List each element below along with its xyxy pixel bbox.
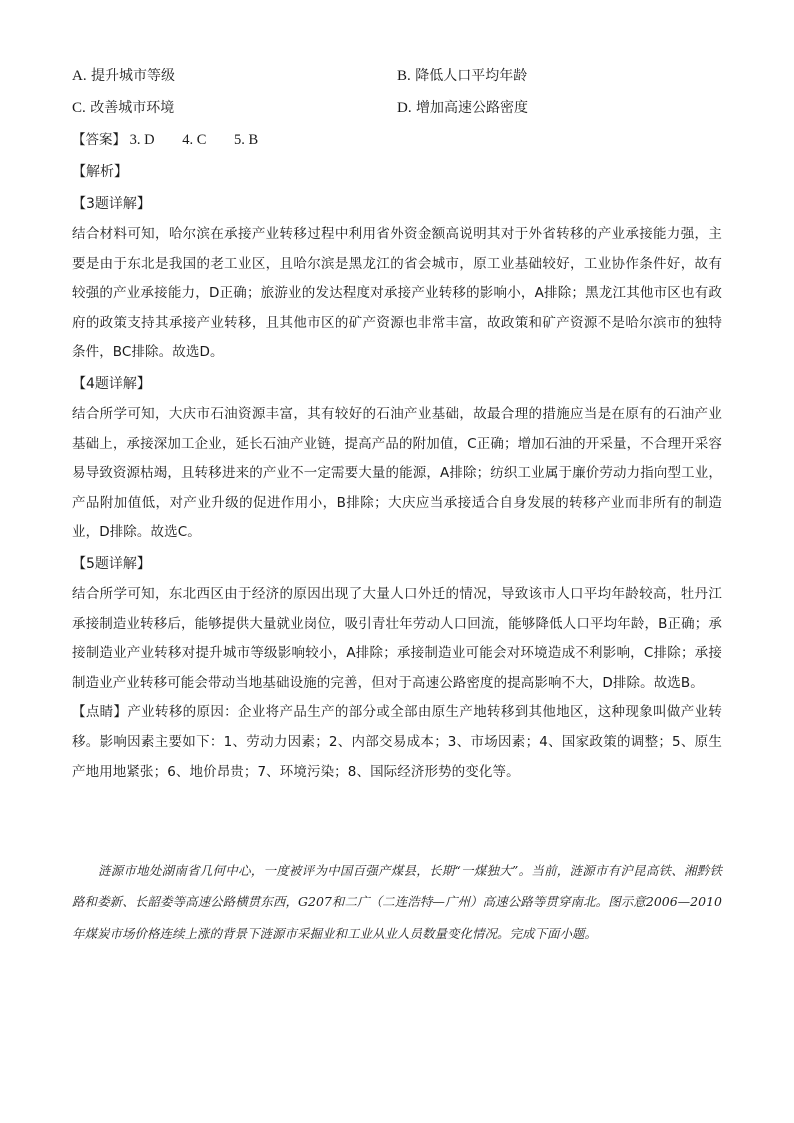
answer-options bbox=[72, 60, 722, 124]
option-a bbox=[72, 60, 175, 92]
q3-title: 【3题详解】 bbox=[72, 196, 151, 212]
option-d-text: 增加高速公路密度 bbox=[416, 100, 529, 116]
answer-line bbox=[72, 124, 722, 156]
option-b-text: 降低人口平均年龄 bbox=[415, 68, 528, 84]
note-text: 产业转移的原因：企业将产品生产的部分或全部由原生产地转移到其他地区，这种现象叫做产业转移。影响因素主要如下：1、劳动力因素；2、内部交易成本；3、市场因素；4、国家政策的调整；5、原生产地用地紧张；6、地价昂贵；7、环境污染；8、国际经济形势的变化等。 bbox=[72, 704, 722, 780]
note-label: 【点睛】 bbox=[72, 704, 128, 721]
option-a-text: 提升城市等级 bbox=[91, 68, 176, 84]
material-paragraph: 涟源市地处湖南省几何中心，一度被评为中国百强产煤县，长期“一煤独大”。当前，涟源市有沪昆高铁、湘黔铁路和娄新、长韶娄等高速公路横贯东西，G207和二广（二连浩特—广州）高速公路等贯穿南北。图示意2006—2010年煤炭市场价格连续上涨的背景下涟源市采掘业和工业从业人员数量变化情况。完成下面小题。 bbox=[72, 862, 722, 941]
option-d bbox=[397, 92, 528, 124]
option-b bbox=[397, 60, 527, 92]
q4-title: 【4题详解】 bbox=[72, 375, 151, 392]
q3-explanation: 结合材料可知，哈尔滨在承接产业转移过程中利用省外资金额高说明其对于外省转移的产业承接能力强，主要是由于东北是我国的老工业区，且哈尔滨是黑龙江的省会城市，原工业基础较好，工业协作条件好，故有较强的产业承接能力，D正确；旅游业的发达程度对承接产业转移的影响小，A排除；黑龙江其他市区也有政府的政策支持其承接产业转移，且其他市区的矿产资源也非常丰富，故政策和矿产资源不是哈尔滨市的独特条件，BC排除。故选D。 bbox=[72, 226, 722, 361]
option-b-letter: B. bbox=[397, 68, 411, 84]
note-paragraph bbox=[72, 698, 722, 787]
option-d-letter: D. bbox=[397, 100, 412, 116]
answer-label: 【答案】 bbox=[72, 132, 126, 148]
q4-explanation: 结合所学可知，大庆市石油资源丰富，其有较好的石油产业基础，故最合理的措施应当是在原有的石油产业基础上，承接深加工企业，延长石油产业链，提高产品的附加值，C正确；增加石油的开采量，不合理开采容易导致资源枯竭，且转移进来的产业不一定需要大量的能源，A排除；纺织工业属于廉价劳动力指向型工业，产品附加值低，对产业升级的促进作用小，B排除；大庆应当承接适合自身发展的转移产业而非所有的制造业，D排除。故选C。 bbox=[72, 405, 722, 541]
option-a-letter: A. bbox=[72, 68, 87, 84]
q5-explanation: 结合所学可知，东北西区由于经济的原因出现了大量人口外迁的情况，导致该市人口平均年龄较高，牡丹江承接制造业转移后，能够提供大量就业岗位，吸引青壮年劳动人口回流，能够降低人口平均年龄，B正确；承接制造业产业转移对提升城市等级影响较小，A排除；承接制造业可能会对环境造成不利影响，C排除；承接制造业产业转移可能会带动当地基础设施的完善，但对于高速公路密度的提高影响不大，D排除。故选B。 bbox=[72, 585, 722, 691]
answer-item: 3. D bbox=[129, 132, 155, 148]
option-c bbox=[72, 92, 174, 124]
document-page bbox=[72, 60, 722, 787]
option-c-letter: C. bbox=[72, 100, 86, 116]
answer-item: 5. B bbox=[234, 132, 259, 148]
answer-item: 4. C bbox=[182, 132, 207, 148]
q5-title: 【5题详解】 bbox=[72, 555, 151, 572]
option-c-text: 改善城市环境 bbox=[90, 100, 175, 116]
analysis-label: 【解析】 bbox=[72, 164, 128, 180]
